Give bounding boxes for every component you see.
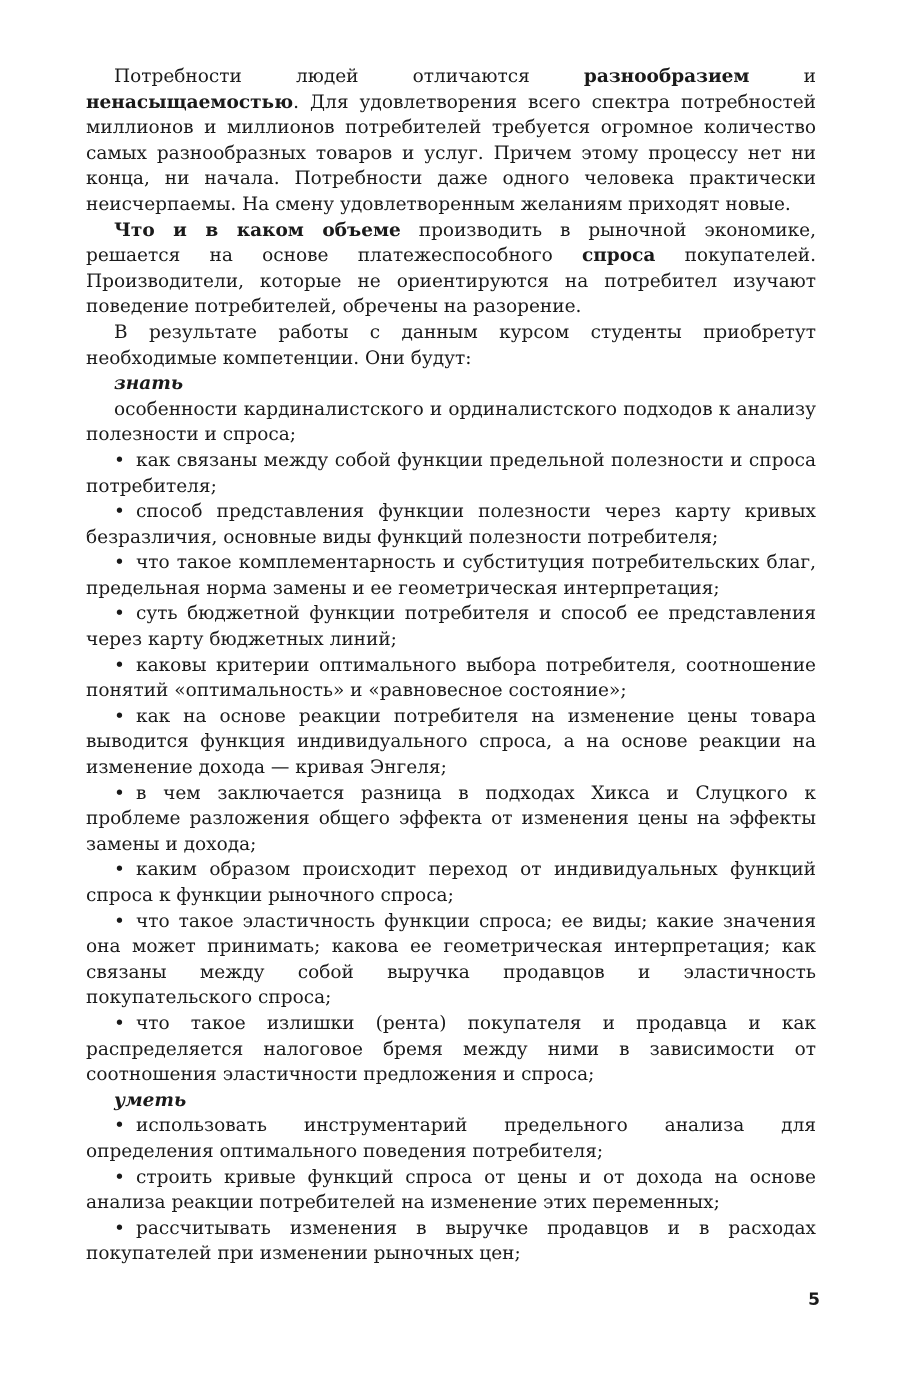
know-item-text: способ представления функции полезности через карту кривых безразличия, основные виды функций полезности потребителя; bbox=[86, 501, 816, 548]
bullet-icon: • bbox=[114, 782, 125, 804]
bullet-icon: • bbox=[114, 1115, 125, 1137]
know-item-text: каковы критерии оптимального выбора потребителя, соотношение понятий «оптимальность» и «равновесное состояние»; bbox=[86, 654, 816, 702]
can-item bbox=[86, 1113, 816, 1164]
bold-term-what-how-much: Что и в каком объеме bbox=[114, 219, 401, 241]
page-number: 5 bbox=[808, 1290, 820, 1310]
know-item-text: что такое эластичность функции спроса; ее виды; какие значения она может принимать; какова ее геометрическая интерпретация; как связаны между собой выручка продавцов и эластичность покупательского спроса; bbox=[86, 910, 816, 1009]
bold-term-insatiability: ненасыщаемостью bbox=[86, 91, 294, 113]
know-item bbox=[86, 653, 816, 704]
bullet-icon: • bbox=[114, 449, 125, 471]
bullet-icon: • bbox=[114, 603, 125, 625]
bullet-icon: • bbox=[114, 705, 125, 727]
bold-term-diversity: разнообразием bbox=[583, 66, 750, 87]
can-item bbox=[86, 1216, 816, 1267]
know-list bbox=[86, 448, 816, 1088]
know-item-text: что такое излишки (рента) покупателя и продавца и как распределяется налоговое бремя между ними в зависимости от соотношения эластичности предложения и спроса; bbox=[86, 1012, 816, 1086]
know-item bbox=[86, 909, 816, 1011]
know-item-text: каким образом происходит переход от индивидуальных функций спроса к функции рыночного спроса; bbox=[86, 859, 816, 906]
bullet-icon: • bbox=[114, 1012, 125, 1034]
know-item bbox=[86, 550, 816, 601]
know-item bbox=[86, 857, 816, 908]
bullet-icon: • bbox=[114, 654, 125, 676]
bullet-icon: • bbox=[114, 1166, 125, 1188]
know-item bbox=[86, 499, 816, 550]
bullet-icon: • bbox=[114, 501, 125, 523]
know-item-text: суть бюджетной функции потребителя и способ ее представления через карту бюджетных линий; bbox=[86, 603, 816, 651]
can-item-text: использовать инструментарий предельного анализа для определения оптимального поведения потребителя; bbox=[86, 1115, 816, 1162]
section-heading-know: знать bbox=[114, 373, 184, 395]
can-item-text: рассчитывать изменения в выручке продавцов и в расходах покупателей при изменении рыночных цен; bbox=[86, 1217, 816, 1265]
know-item bbox=[86, 601, 816, 652]
can-list bbox=[86, 1113, 816, 1267]
bullet-icon: • bbox=[114, 859, 125, 881]
know-item bbox=[86, 1011, 816, 1088]
know-item-text: в чем заключается разница в подходах Хикса и Слуцкого к проблеме разложения общего эффекта от изменения цены на эффекты замены и дохода; bbox=[86, 782, 816, 855]
page-body bbox=[86, 64, 816, 1267]
can-item bbox=[86, 1165, 816, 1216]
intro-paragraph-2: Что и в каком объеме производить в рыночной экономике, решается на основе платежеспособного спроса покупателей. Производители, которые не ориентируются на потребител изучают поведение потребителей, обречены на разорение. bbox=[86, 219, 816, 318]
bullet-icon: • bbox=[114, 1217, 125, 1239]
know-item bbox=[86, 448, 816, 499]
bullet-icon: • bbox=[114, 552, 125, 574]
know-item bbox=[86, 704, 816, 781]
intro-paragraph-3: В результате работы с данным курсом студенты приобретут необходимые компетенции. Они будут: bbox=[86, 321, 816, 369]
bullet-icon: • bbox=[114, 910, 125, 932]
can-item-text: строить кривые функций спроса от цены и от дохода на основе анализа реакции потребителей на изменение этих переменных; bbox=[86, 1166, 816, 1214]
know-item-text: как связаны между собой функции предельной полезности и спроса потребителя; bbox=[86, 449, 816, 497]
know-item-text: что такое комплементарность и субституция потребительских благ, предельная норма замены и ее геометрическая интерпретация; bbox=[86, 552, 816, 599]
know-lead: особенности кардиналистского и ординалистского подходов к анализу полезности и спроса; bbox=[86, 398, 816, 446]
know-item-text: как на основе реакции потребителя на изменение цены товара выводится функция индивидуального спроса, а на основе реакции на изменение дохода — кривая Энгеля; bbox=[86, 705, 816, 779]
section-heading-can: уметь bbox=[114, 1089, 187, 1111]
know-item bbox=[86, 781, 816, 858]
intro-paragraph-1: Потребности людей отличаются разнообразием и ненасыщаемостью. Для удовлетворения всего спектра потребностей миллионов и миллионов потребителей требуется огромное количество самых разнообразных товаров и услуг. Причем этому процессу нет ни конца, ни начала. Потребности даже одного человека практически неисчерпаемы. На смену удовлетворенным желаниям приходят новые. bbox=[86, 66, 816, 215]
bold-term-demand: спроса bbox=[582, 245, 656, 267]
